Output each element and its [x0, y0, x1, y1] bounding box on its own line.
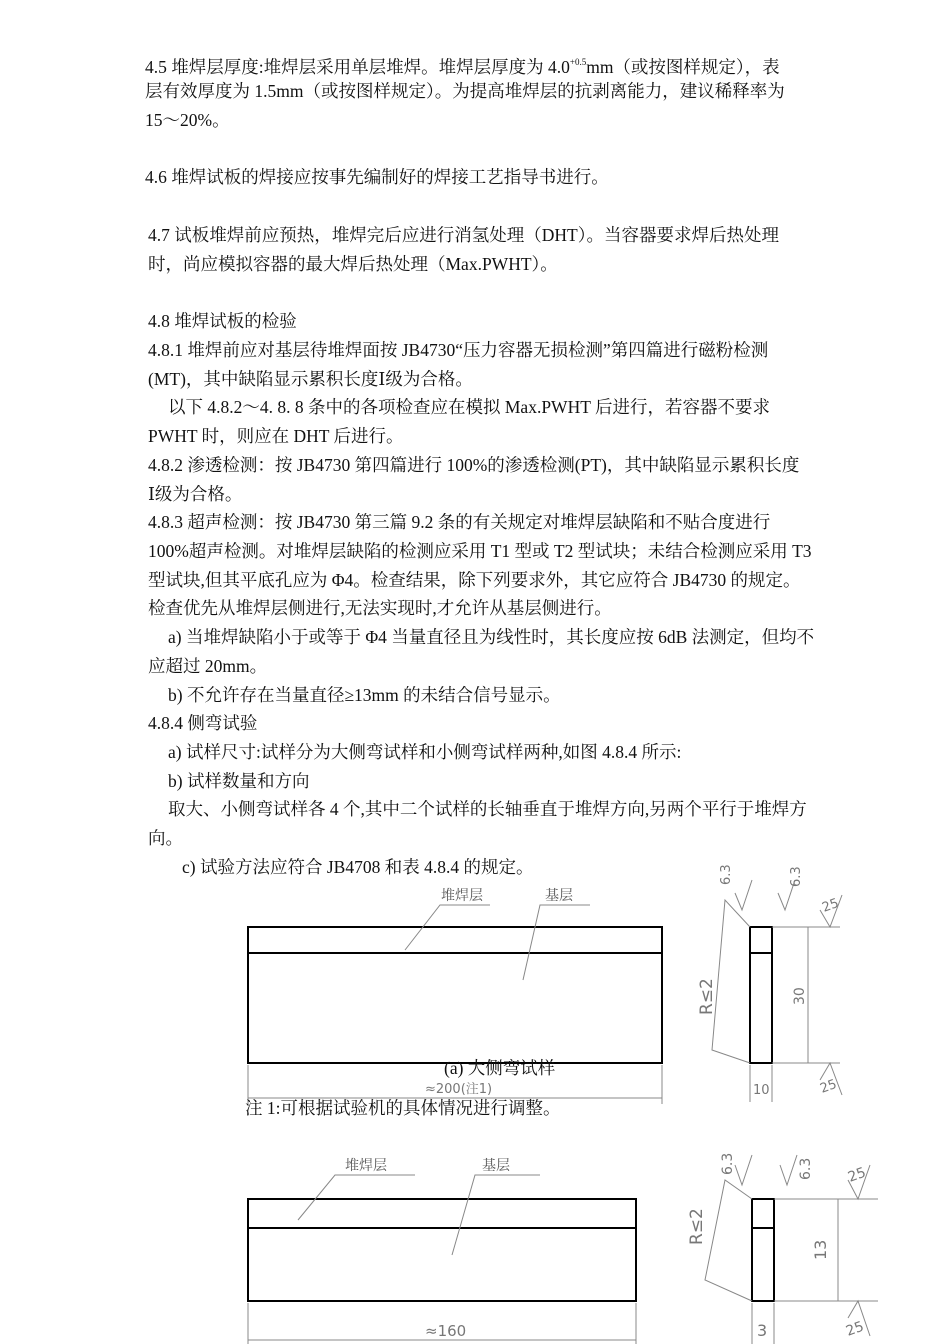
para-4-8-2-line1: 4.8.2 渗透检测：按 JB4730 第四篇进行 100%的渗透检测(PT)，其中缺陷显示累积长度 [148, 455, 800, 475]
para-4-8-1-line4: PWHT 时，则应在 DHT 后进行。 [148, 426, 404, 446]
fig-a-roughness-1: 6.3 [719, 864, 734, 885]
fig-b-label-base: 基层 [482, 1158, 510, 1174]
para-4-8-1-line1: 4.8.1 堆焊前应对基层待堆焊面按 JB4730“压力容器无损检测”第四篇进行磁粉检测 [148, 340, 769, 360]
fig-a-roughness-2: 6.3 [789, 866, 804, 887]
para-4-8-4-item-b: b) 试样数量和方向 [168, 771, 310, 791]
para-4-8-1-line2: (MT)，其中缺陷显示累积长度Ⅰ级为合格。 [148, 369, 473, 389]
fig-b-length: ≈160 [425, 1322, 467, 1340]
para-4-7-line1: 4.7 试板堆焊前应预热，堆焊完后应进行消氢处理（DHT）。当容器要求焊后热处理 [148, 225, 779, 245]
fig-b-roughness-2: 6.3 [798, 1157, 814, 1180]
para-4-8-1-line3: 以下 4.8.2～4. 8. 8 条中的各项检查应在模拟 Max.PWHT 后进行，若容器不要求 [168, 397, 770, 417]
fig-a-thickness: 10 [753, 1083, 770, 1098]
fig-a-caption: (a) 大侧弯试样 [444, 1058, 556, 1078]
para-4-8-3-line3: 型试块,但其平底孔应为 Φ4。检查结果，除下列要求外，其它应符合 JB4730 的规定。 [148, 570, 801, 590]
para-4-6: 4.6 堆焊试板的焊接应按事先编制好的焊接工艺指导书进行。 [145, 167, 609, 187]
fig-b-roughness-4: 25 [843, 1318, 867, 1340]
fig-a-note: 注 1:可根据试验机的具体情况进行调整。 [245, 1098, 561, 1118]
fig-b-thickness: 3 [757, 1321, 768, 1340]
fig-a-roughness-3: 25 [820, 896, 841, 916]
para-4-8-4-item-c: c) 试验方法应符合 JB4708 和表 4.8.4 的规定。 [182, 857, 534, 877]
para-4-5-line3: 15～20%。 [145, 110, 230, 130]
fig-b-label-overlay: 堆焊层 [345, 1158, 387, 1174]
para-4-5-line1: 4.5 堆焊层厚度:堆焊层采用单层堆焊。堆焊层厚度为 $4.0^{+0.5}mm$（或按图样规定），表 [145, 57, 780, 77]
fig-a-roughness-4: 25 [818, 1077, 839, 1097]
heading-4-8-4: 4.8.4 侧弯试验 [148, 713, 258, 733]
heading-4-8: 4.8 堆焊试板的检验 [148, 311, 297, 331]
para-4-8-4-item-a: a) 试样尺寸:试样分为大侧弯试样和小侧弯试样两种,如图 4.8.4 所示: [168, 742, 682, 762]
fig-b-radius: R≤2 [687, 1208, 707, 1245]
fig-b-roughness-3: 25 [845, 1164, 869, 1186]
para-4-8-3-item-a-line1: a) 当堆焊缺陷小于或等于 Φ4 当量直径且为线性时，其长度应按 6dB 法测定，但均不 [168, 627, 815, 647]
fig-b-height: 13 [811, 1239, 830, 1260]
para-4-8-3-item-a-line2: 应超过 20mm。 [148, 656, 268, 676]
tolerance-superscript: +0.5 [569, 57, 587, 67]
para-4-8-3-line2: 100%超声检测。对堆焊层缺陷的检测应采用 T1 型或 T2 型试块；未结合检测应采用 T3 [148, 541, 812, 561]
para-4-8-3-line1: 4.8.3 超声检测：按 JB4730 第三篇 9.2 条的有关规定对堆焊层缺陷和不贴合度进行 [148, 512, 771, 532]
para-4-7-line2: 时，尚应模拟容器的最大焊后热处理（Max.PWHT）。 [148, 254, 558, 274]
small-specimen-drawing [248, 1152, 878, 1344]
para-4-8-3-item-b: b) 不允许存在当量直径≥13mm 的未结合信号显示。 [168, 685, 561, 705]
fig-a-height: 30 [792, 987, 808, 1005]
para-4-8-4-item-b-text-line1: 取大、小侧弯试样各 4 个,其中二个试样的长轴垂直于堆焊方向,另两个平行于堆焊方 [168, 799, 807, 819]
fig-b-roughness-1: 6.3 [720, 1152, 736, 1175]
para-4-5-line2: 层有效厚度为 1.5mm（或按图样规定）。为提高堆焊层的抗剥离能力，建议稀释率为 [145, 81, 785, 101]
fig-a-label-overlay: 堆焊层 [441, 888, 483, 904]
para-4-8-2-line2: Ⅰ级为合格。 [148, 484, 243, 504]
fig-a-length: ≈200(注1) [425, 1082, 493, 1097]
fig-a-radius: R≤2 [697, 978, 717, 1015]
para-4-8-4-item-b-text-line2: 向。 [148, 828, 183, 848]
fig-a-label-base: 基层 [545, 888, 573, 904]
para-4-8-3-line4: 检查优先从堆焊层侧进行,无法实现时,才允许从基层侧进行。 [148, 598, 612, 618]
